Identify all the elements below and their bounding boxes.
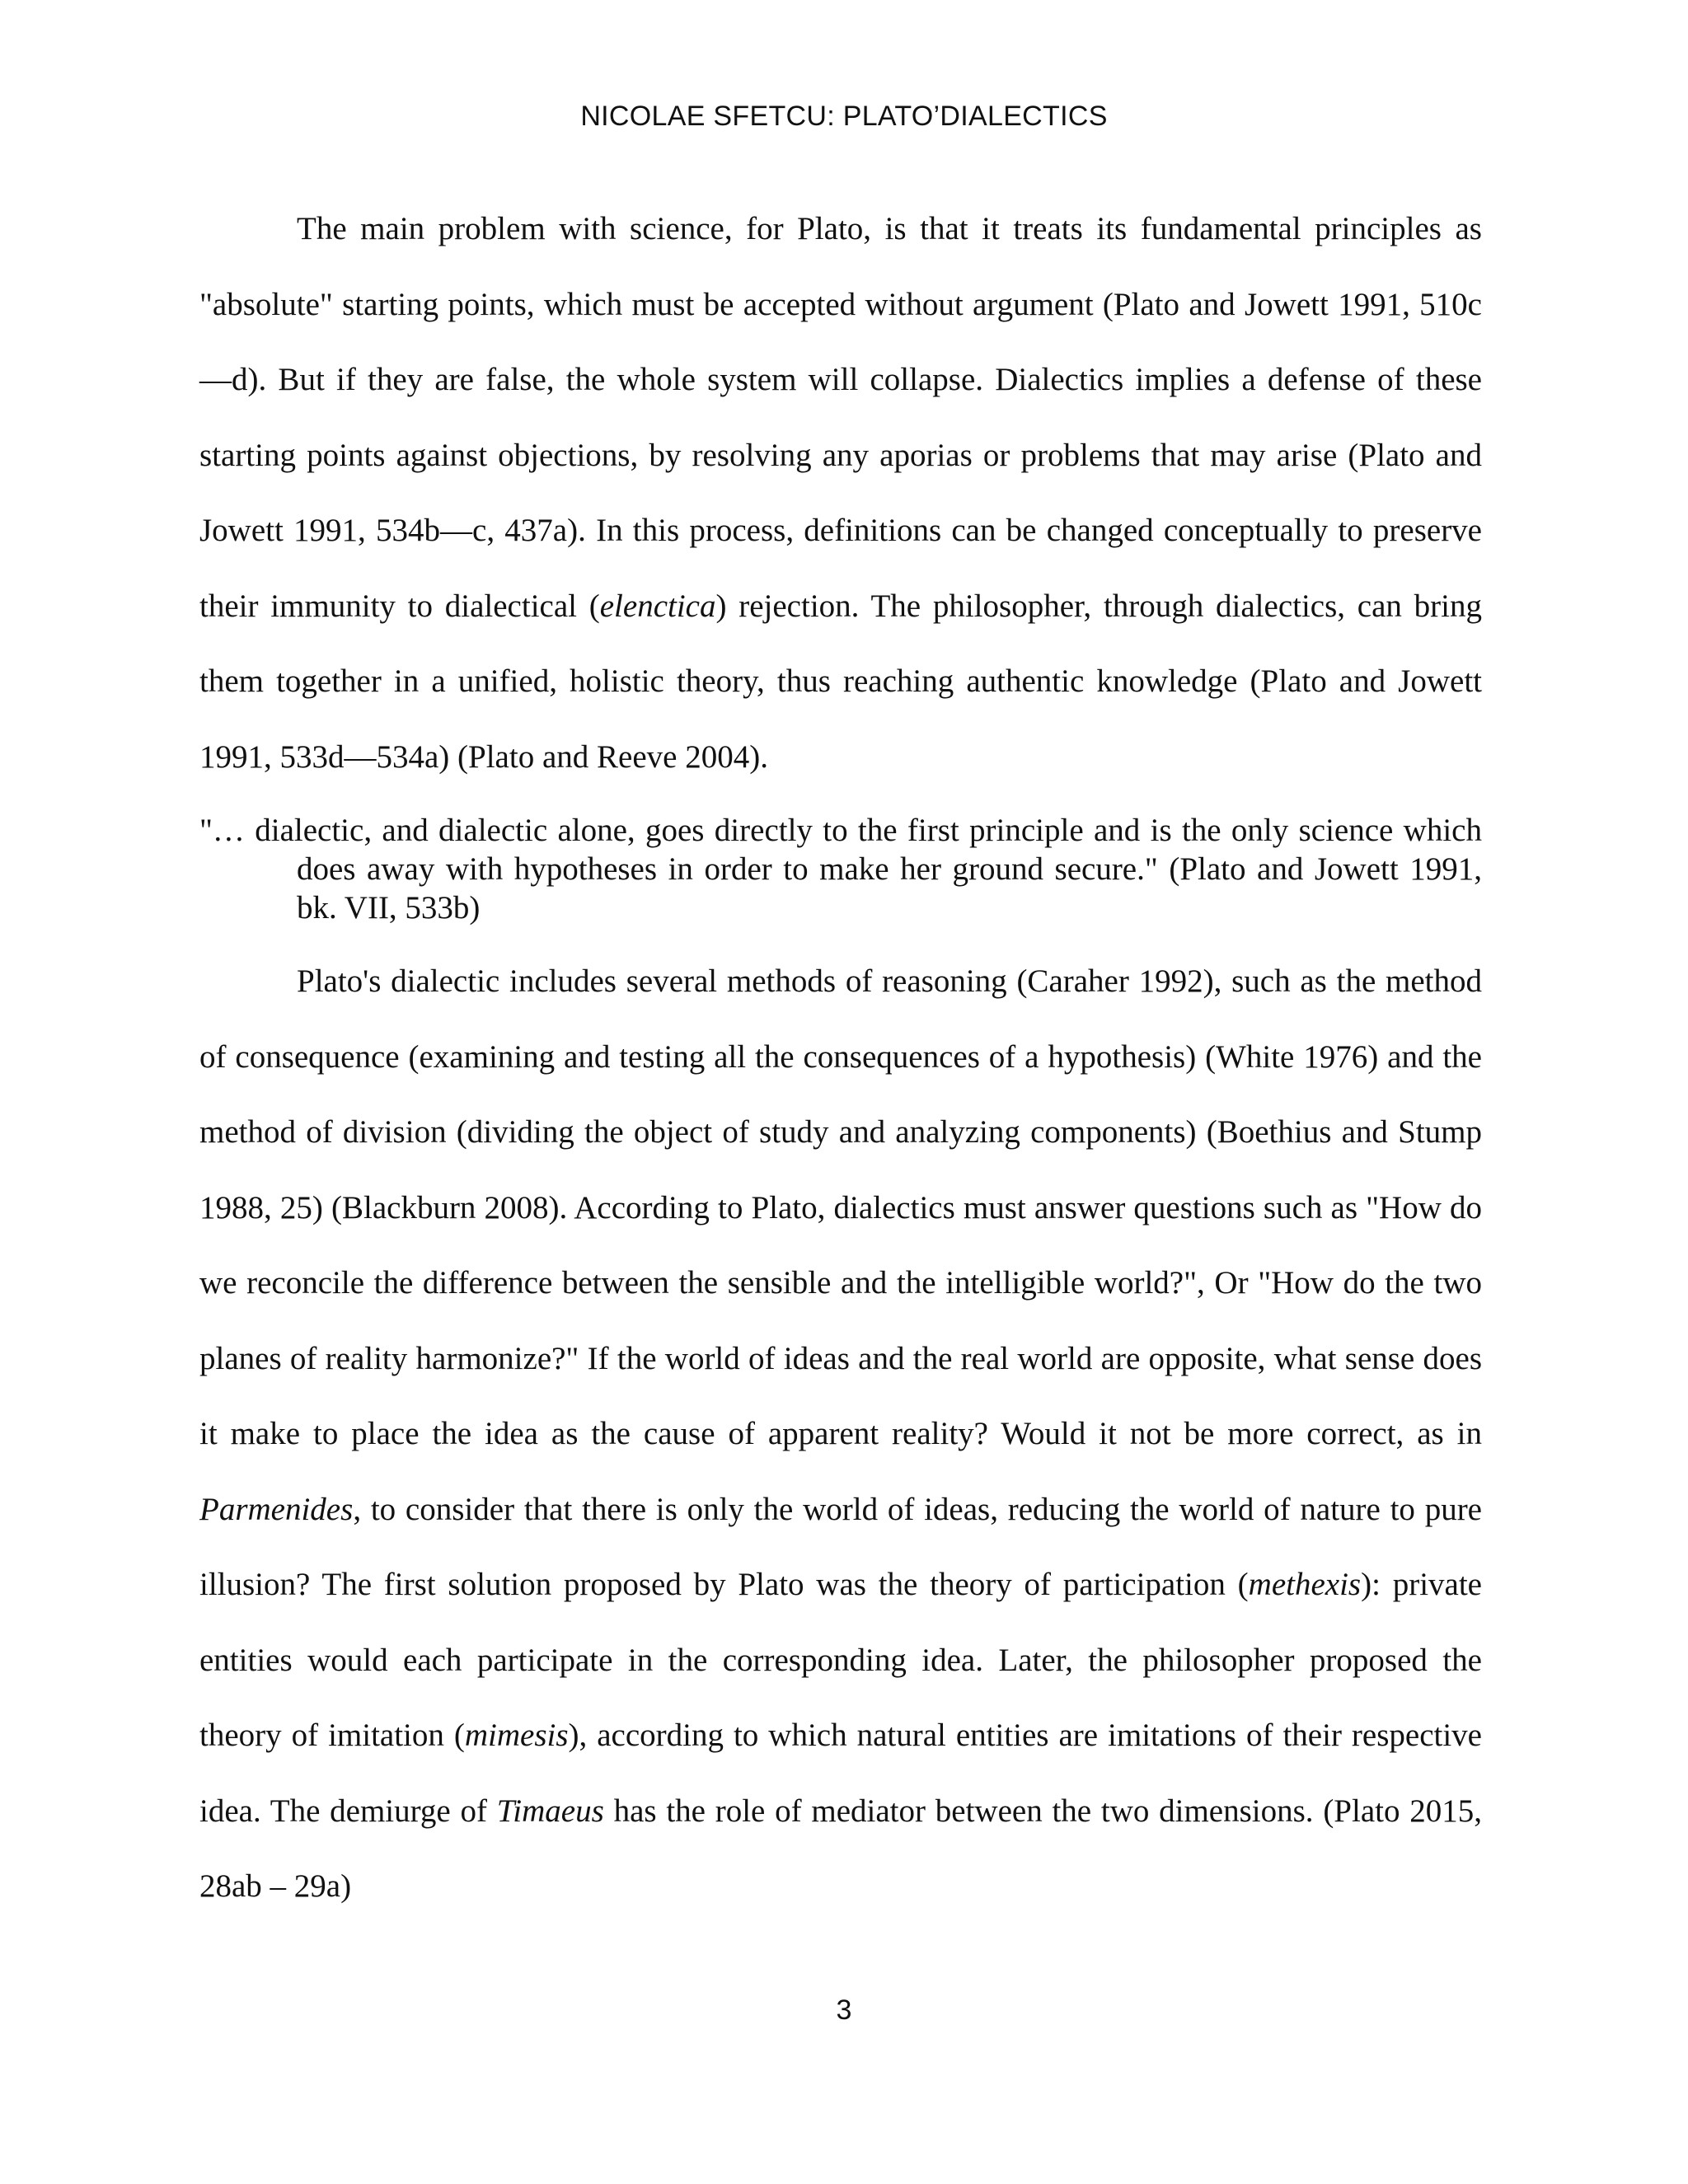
block-quote: "… dialectic, and dialectic alone, goes directly to the first principle and is the only science which does away with hypotheses in order to make her ground secure." (Plato and Jowett 1991, bk. VII, 533b) [199, 813, 1482, 926]
paragraph-text: ): private entities would each participate in the corresponding idea. Later, the philosopher proposed the theory of imitation ( [199, 1567, 1482, 1753]
page-number: 3 [836, 1994, 852, 2026]
paragraph-text: Plato's dialectic includes several methods of reasoning (Caraher 1992), such as the method of consequence (examining and testing all the consequences of a hypothesis) (White 1976) and the method of division (dividing the object of study and analyzing components) (Boethius and Stump 1988, 25) (Blackburn 2008). According to Plato, dialectics must answer questions such as "How do we reconcile the difference between the sensible and the intelligible world?", Or "How do the two planes of reality harmonize?" If the world of ideas and the real world are opposite, what sense does it make to place the idea as the cause of apparent reality? Would it not be more correct, as in [199, 963, 1482, 1451]
italic-term-elenctica: elenctica [599, 588, 716, 624]
paragraph-dialectic-methods [199, 944, 1482, 1924]
paragraph-text: ), according to which natural entities are imitations of their respective idea. The demiurge of [199, 1718, 1482, 1829]
running-header: NICOLAE SFETCU: PLATO’DIALECTICS [580, 101, 1108, 132]
italic-term-methexis: methexis [1248, 1567, 1362, 1602]
paragraph-text: ) rejection. The philosopher, through dialectics, can bring them together in a unified, holistic theory, thus reaching authentic knowledge (Plato and Jowett 1991, 533d—534a) (Plato and Reeve 2004). [199, 588, 1482, 775]
italic-title-parmenides: Parmenides [199, 1491, 354, 1527]
paragraph-text: The main problem with science, for Plato, is that it treats its fundamental principles as "absolute" starting points, which must be accepted without argument (Plato and Jowett 1991, 510c—d). But if they are false, the whole system will collapse. Dialectics implies a defense of these starting points against objections, by resolving any aporias or problems that may arise (Plato and Jowett 1991, 534b—c, 437a). In this process, definitions can be changed conceptually to preserve their immunity to dialectical ( [199, 211, 1482, 624]
paragraph-science-principles [199, 191, 1482, 794]
italic-term-mimesis: mimesis [464, 1718, 569, 1753]
italic-title-timaeus: Timaeus [496, 1793, 604, 1829]
paragraph-text: , to consider that there is only the world of ideas, reducing the world of nature to pure illusion? The first solution proposed by Plato was the theory of participation ( [199, 1491, 1482, 1602]
paragraph-text: has the role of mediator between the two dimensions. (Plato 2015, 28ab – 29a) [199, 1793, 1482, 1904]
body-text [199, 191, 1482, 1924]
